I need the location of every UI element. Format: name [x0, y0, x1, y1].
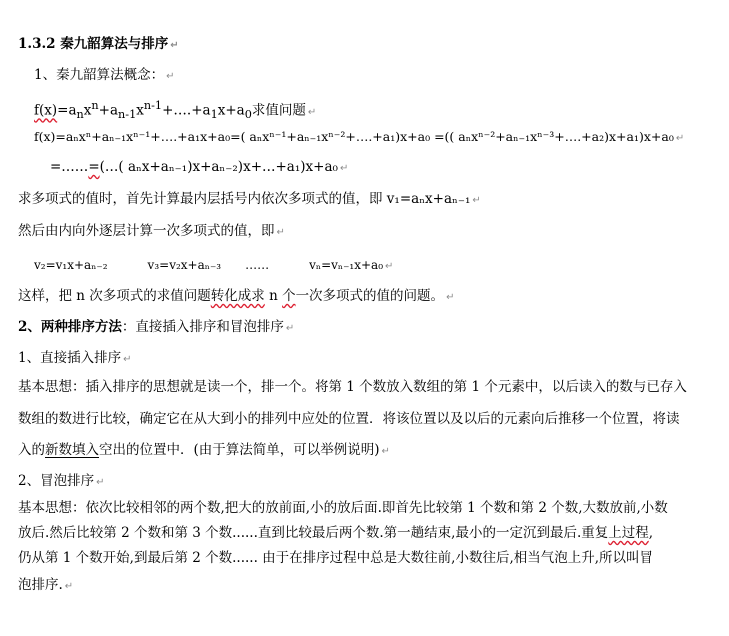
paragraph-mark-icon: ↵: [472, 195, 481, 206]
paragraph-mark-icon: ↵: [285, 323, 295, 334]
bubble-text-line-2: 放后.然后比较第 2 个数和第 3 个数......直到比较最后两个数.第一趟结束,最小的一定沉到最后.重复上过程,: [18, 525, 654, 541]
paragraph-inner-value: 求多项式的值时，首先计算最内层括号内依次多项式的值，即 v₁=aₙx+aₙ₋₁ ↵: [18, 191, 481, 207]
recurrence-line: v₂=v₁x+aₙ₋₂ v₃=v₂x+aₙ₋₃ …… vₙ=vₙ₋₁x+a₀ ↵: [34, 258, 394, 272]
insertion-text-line-3: 入的新数填入空出的位置中．(由于算法简单，可以举例说明) ↵: [18, 442, 390, 458]
insertion-text-line-2: 数组的数进行比较，确定它在从大到小的排列中应处的位置．将该位置以及以后的元素向后推移一个位置，将读: [18, 411, 680, 427]
bubble-text-line-3: 仍从第 1 个数开始,到最后第 2 个数...... 由于在排序过程中总是大数往前,小数往后,相当气泡上升,所以叫冒: [18, 550, 654, 566]
paragraph-mark-icon: ↵: [166, 71, 175, 82]
formula-line-2: f(x)=aₙxⁿ+aₙ₋₁xⁿ⁻¹+….+a₁x+a₀=( aₙxⁿ⁻¹+aₙ₋₁xⁿ⁻²+….+a₁)x+a₀ =(( aₙxⁿ⁻²+aₙ₋₁xⁿ⁻³+….+a₂)x+a₁)x+a₀ ↵: [34, 129, 685, 144]
paragraph-mark-icon: ↵: [381, 446, 390, 457]
paragraph-mark-icon: ↵: [675, 133, 685, 144]
paragraph-mark-icon: ↵: [446, 292, 455, 303]
paragraph-outer-value: 然后由内向外逐层计算一次多项式的值，即 ↵: [18, 223, 285, 239]
section-heading: 1.3.2 秦九韶算法与排序 ↵: [18, 36, 179, 52]
paragraph-mark-icon: ↵: [307, 106, 317, 118]
paragraph-mark-icon: ↵: [339, 163, 349, 174]
paragraph-mark-icon: ↵: [96, 477, 105, 488]
paragraph-mark-icon: ↵: [170, 40, 179, 51]
insertion-text-line-1: 基本思想：插入排序的思想就是读一个，排一个。将第 1 个数放入数组的第 1 个元素中，以后读入的数与已存入: [18, 379, 687, 395]
formula-line-1: $f(x)=a_nx^n+a_{n-1}x^{n-1}+\dots.+a_1x+a_0$求值问题 ↵: [34, 99, 317, 122]
paragraph-mark-icon: ↵: [276, 227, 285, 238]
paragraph-mark-icon: ↵: [123, 354, 132, 365]
paragraph-mark-icon: ↵: [385, 261, 394, 272]
paragraph-conclusion: 这样，把 n 次多项式的求值问题转化成求 n 个一次多项式的值的问题。 ↵: [18, 288, 455, 304]
section-sorting-title: 2、两种排序方法：直接插入排序和冒泡排序 ↵: [18, 319, 295, 335]
bubble-text-line-4: 泡排序. ↵: [18, 577, 74, 593]
subsection-insertion-title: 1、直接插入排序 ↵: [18, 350, 132, 366]
paragraph-mark-icon: ↵: [64, 581, 74, 592]
formula-line-3: =……=(…( aₙx+aₙ₋₁)x+aₙ₋₂)x+…+a₁)x+a₀ ↵: [50, 159, 349, 175]
subsection-title: 1、秦九韶算法概念： ↵: [34, 67, 175, 83]
subsection-bubble-title: 2、冒泡排序 ↵: [18, 473, 105, 489]
bubble-text-line-1: 基本思想：依次比较相邻的两个数,把大的放前面,小的放后面.即首先比较第 1 个数和第 2 个数,大数放前,小数: [18, 500, 668, 516]
